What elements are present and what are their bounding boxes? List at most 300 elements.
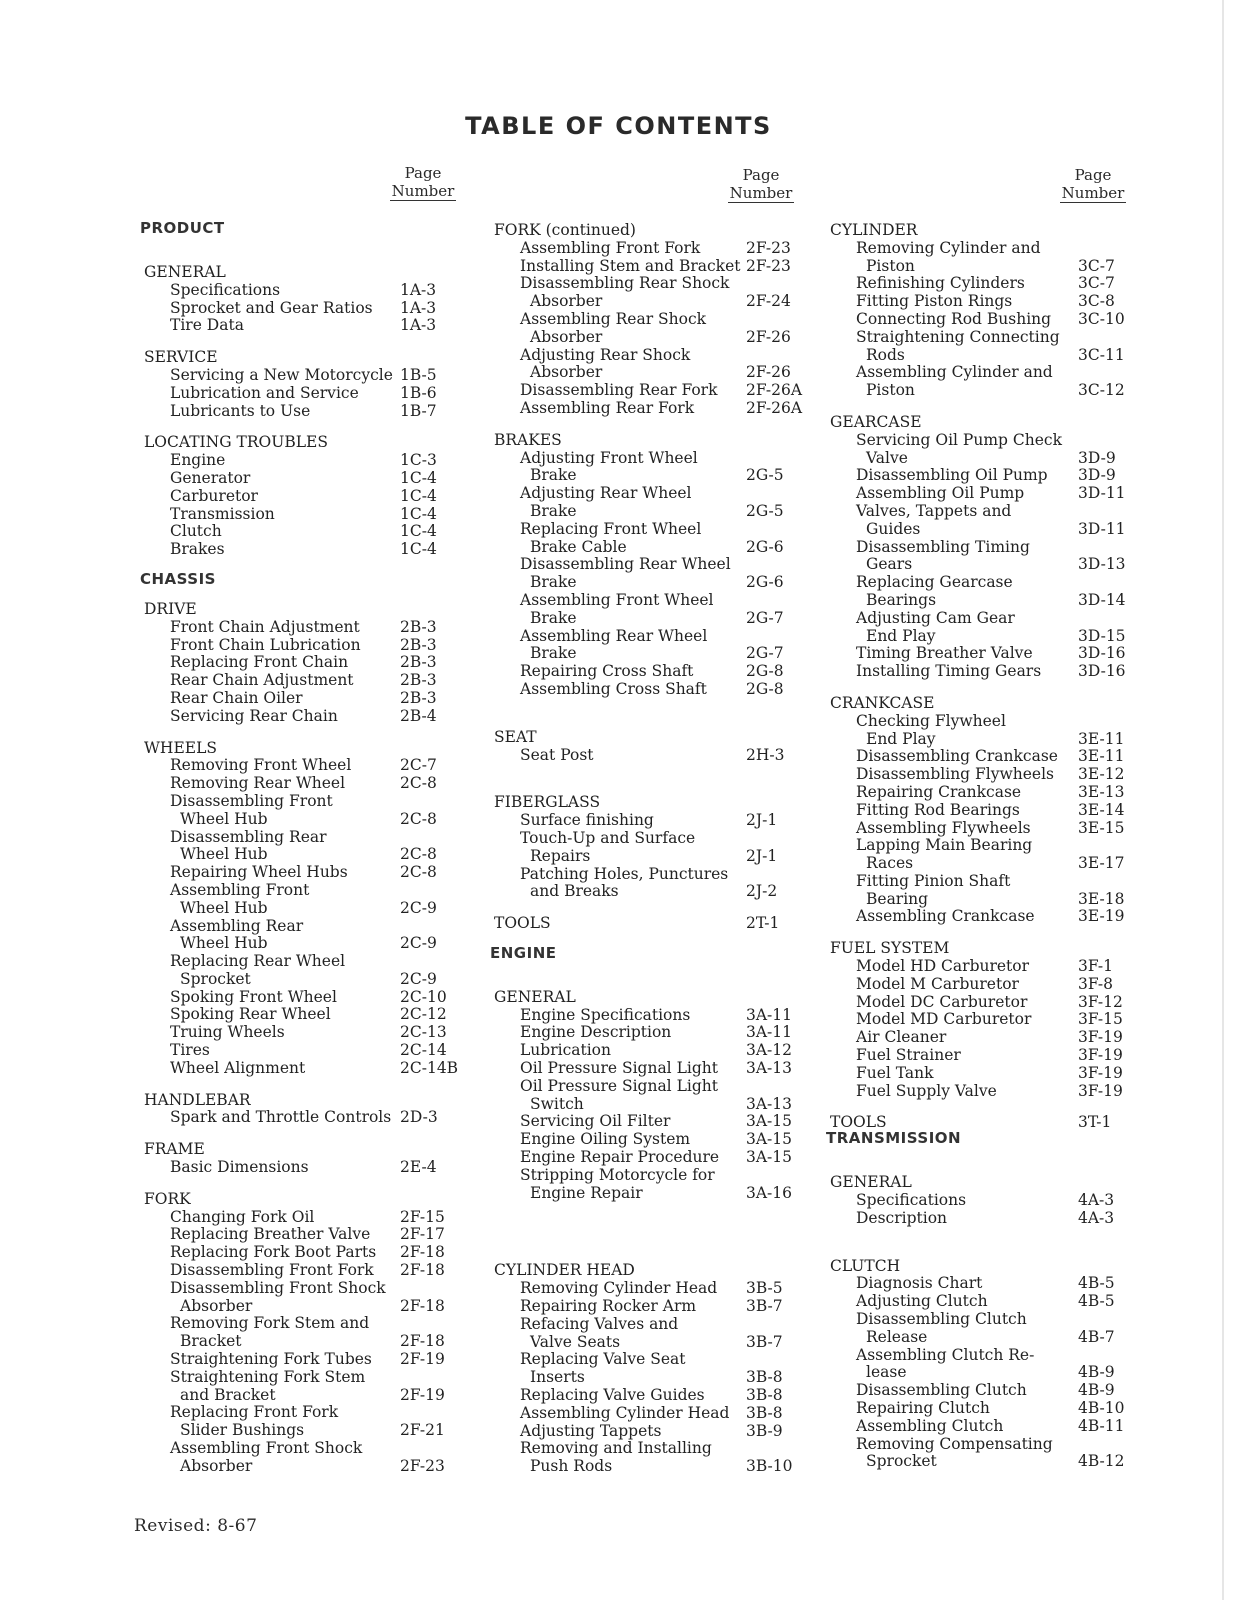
entry-title: Slider Bushings (180, 1421, 305, 1440)
entry-title: GENERAL (144, 263, 226, 281)
entry-title: Adjusting Clutch (856, 1292, 988, 1311)
entry-title: Absorber (530, 292, 603, 311)
entry-title: Seat Post (520, 745, 594, 764)
entry-page-number: 3A-13 (746, 1094, 793, 1113)
entry-title: Brake (530, 573, 577, 592)
entry-page-number: 2G-8 (746, 679, 784, 698)
entry-title: Assembling Oil Pump (856, 484, 1025, 503)
entry-title: TRANSMISSION (826, 1129, 962, 1148)
entry-title: Refacing Valves and (520, 1314, 679, 1333)
entry-title: Lubrication (520, 1041, 611, 1060)
entry-page-number: 3B-5 (746, 1279, 783, 1298)
entry-title: Disassembling Timing (856, 537, 1030, 556)
entry-page-number: 3C-7 (1078, 256, 1115, 275)
scan-edge-line (1222, 0, 1224, 1600)
entry-page-number: 2G-5 (746, 466, 784, 485)
entry-page-number: 2F-24 (746, 292, 791, 311)
entry-title: Engine Oiling System (520, 1130, 691, 1149)
entry-title: Removing Compensating (856, 1434, 1053, 1453)
entry-page-number: 3T-1 (1078, 1113, 1112, 1132)
entry-title: Clutch (170, 522, 222, 541)
entry-title: Straightening Fork Stem (170, 1367, 366, 1386)
entry-title: Model MD Carburetor (856, 1010, 1032, 1029)
entry-page-number: 2G-6 (746, 537, 784, 556)
entry-title: Fuel Tank (856, 1063, 934, 1082)
entry-page-number: 3F-1 (1078, 957, 1114, 976)
entry-page-number: 1A-3 (400, 280, 437, 299)
entry-page-number: 3E-18 (1078, 889, 1125, 908)
entry-page-number: 2F-18 (400, 1261, 445, 1280)
entry-title: Fitting Piston Rings (856, 292, 1013, 311)
entry-title: Air Cleaner (856, 1028, 947, 1047)
entry-title: Push Rods (530, 1457, 613, 1476)
entry-title: End Play (866, 626, 936, 645)
entry-page-number: 1C-4 (400, 468, 437, 487)
entry-title: GENERAL (494, 987, 576, 1006)
entry-title: Repairing Wheel Hubs (170, 863, 348, 882)
entry-title: Transmission (170, 504, 275, 523)
entry-title: Removing Front Wheel (170, 756, 352, 775)
entry-page-number: 4A-3 (1078, 1191, 1115, 1210)
entry-page-number: 2B-3 (400, 688, 437, 707)
entry-title: Adjusting Cam Gear (856, 608, 1015, 627)
entry-title: Disassembling Front Shock (170, 1278, 386, 1297)
entry-title: Disassembling Rear (170, 827, 327, 846)
entry-title: Servicing Rear Chain (170, 706, 338, 725)
entry-page-number: 3E-17 (1078, 854, 1125, 873)
page-title: TABLE OF CONTENTS (465, 112, 772, 140)
entry-page-number: 2B-4 (400, 706, 437, 725)
entry-title: Replacing Front Chain (170, 653, 349, 672)
entry-title: Disassembling Oil Pump (856, 466, 1048, 485)
entry-title: Disassembling Rear Shock (520, 274, 730, 293)
entry-page-number: 3E-11 (1078, 729, 1125, 748)
entry-title: Replacing Gearcase (856, 573, 1013, 592)
entry-page-number: 2C-7 (400, 756, 437, 775)
entry-title: Wheel Hub (180, 934, 268, 953)
entry-title: Valve (866, 448, 908, 467)
entry-title: Adjusting Tappets (520, 1421, 662, 1440)
entry-title: Tire Data (170, 316, 244, 335)
entry-title: Servicing Oil Filter (520, 1112, 671, 1131)
entry-title: Spark and Throttle Controls (170, 1108, 392, 1127)
entry-title: Repairing Cross Shaft (520, 662, 694, 681)
entry-page-number: 3A-15 (746, 1112, 793, 1131)
entry-title: CYLINDER HEAD (494, 1261, 635, 1280)
entry-title: CHASSIS (140, 569, 216, 588)
entry-title: Valve Seats (530, 1332, 621, 1351)
entry-title: Repairing Rocker Arm (520, 1297, 697, 1316)
entry-title: Disassembling Flywheels (856, 765, 1055, 784)
entry-title: Replacing Fork Boot Parts (170, 1243, 377, 1262)
entry-title: PRODUCT (140, 219, 225, 237)
entry-title: Assembling Flywheels (856, 818, 1031, 837)
entry-page-number: 2C-8 (400, 863, 437, 882)
entry-page-number: 4B-9 (1078, 1363, 1115, 1382)
entry-page-number: 2T-1 (746, 914, 780, 933)
entry-title: End Play (866, 729, 936, 748)
entry-title: Replacing Breather Valve (170, 1225, 371, 1244)
entry-page-number: 2H-3 (746, 745, 785, 764)
entry-title: Carburetor (170, 486, 258, 505)
entry-page-number: 3F-19 (1078, 1046, 1123, 1065)
entry-title: HANDLEBAR (144, 1090, 251, 1109)
entry-title: Lapping Main Bearing (856, 836, 1033, 855)
entry-page-number: 3C-8 (1078, 292, 1115, 311)
entry-title: Disassembling Crankcase (856, 747, 1058, 766)
entry-title: Repairs (530, 846, 591, 865)
entry-page-number: 3D-11 (1078, 519, 1126, 538)
entry-title: Assembling Rear (170, 916, 304, 935)
entry-page-number: 2J-1 (746, 811, 778, 830)
entry-page-number: 2F-19 (400, 1385, 445, 1404)
entry-page-number: 2B-3 (400, 635, 437, 654)
entry-page-number: 2G-6 (746, 573, 784, 592)
entry-page-number: 2C-8 (400, 845, 437, 864)
entry-title: Removing and Installing (520, 1439, 712, 1458)
entry-title: Brake (530, 608, 577, 627)
entry-title: Wheel Hub (180, 845, 268, 864)
entry-title: Removing Cylinder Head (520, 1279, 718, 1298)
entry-title: Valves, Tappets and (856, 501, 1012, 520)
entry-title: Assembling Front Fork (520, 238, 701, 257)
entry-title: Sprocket and Gear Ratios (170, 298, 373, 317)
entry-page-number: 2G-7 (746, 644, 784, 663)
entry-title: Connecting Rod Bushing (856, 309, 1052, 328)
entry-page-number: 3B-9 (746, 1421, 783, 1440)
entry-title: Rear Chain Oiler (170, 688, 303, 707)
entry-title: Replacing Valve Seat (520, 1350, 686, 1369)
entry-title: Release (866, 1327, 928, 1346)
entry-page-number: 1C-4 (400, 522, 437, 541)
entry-page-number: 3F-19 (1078, 1063, 1123, 1082)
entry-title: Patching Holes, Punctures (520, 864, 729, 883)
entry-page-number: 2F-26 (746, 363, 791, 382)
entry-title: Front Chain Adjustment (170, 617, 360, 636)
entry-title: Disassembling Front Fork (170, 1261, 374, 1280)
revision-footer: Revised: 8-67 (134, 1516, 258, 1536)
entry-page-number: 2C-8 (400, 809, 437, 828)
entry-page-number: 2C-9 (400, 898, 437, 917)
entry-title: SEAT (494, 727, 537, 746)
entry-title: Adjusting Rear Wheel (520, 484, 692, 503)
entry-page-number: 2C-13 (400, 1023, 447, 1042)
entry-title: CRANKCASE (830, 693, 935, 712)
entry-title: Assembling Crankcase (856, 907, 1035, 926)
entry-page-number: 2C-9 (400, 969, 437, 988)
entry-page-number: 4B-7 (1078, 1327, 1115, 1346)
entry-title: and Bracket (180, 1385, 276, 1404)
entry-page-number: 4B-11 (1078, 1416, 1125, 1435)
entry-page-number: 3D-16 (1078, 662, 1126, 681)
entry-page-number: 2F-21 (400, 1421, 445, 1440)
entry-title: Assembling Rear Wheel (520, 626, 708, 645)
entry-title: Guides (866, 519, 921, 538)
entry-title: Brake (530, 466, 577, 485)
entry-page-number: 2G-8 (746, 662, 784, 681)
entry-title: Installing Stem and Bracket (520, 256, 741, 275)
entry-page-number: 2C-14B (400, 1058, 459, 1077)
entry-page-number: 3C-12 (1078, 381, 1125, 400)
entry-page-number: 3D-14 (1078, 590, 1126, 609)
entry-title: Stripping Motorcycle for (520, 1165, 715, 1184)
entry-title: Assembling Cylinder Head (520, 1403, 730, 1422)
entry-page-number: 3A-15 (746, 1148, 793, 1167)
entry-title: Assembling Clutch Re- (856, 1345, 1035, 1364)
entry-page-number: 3A-13 (746, 1059, 793, 1078)
entry-title: Fuel Strainer (856, 1046, 961, 1065)
entry-title: Removing Fork Stem and (170, 1314, 370, 1333)
entry-title: CYLINDER (830, 221, 918, 239)
entry-title: GEARCASE (830, 412, 922, 431)
page-number-header-col1 (390, 164, 456, 201)
entry-page-number: 3B-8 (746, 1368, 783, 1387)
entry-page-number: 4B-5 (1078, 1292, 1115, 1311)
entry-page-number: 3A-11 (746, 1023, 793, 1042)
entry-page-number: 3B-8 (746, 1386, 783, 1405)
entry-title: Servicing Oil Pump Check (856, 430, 1062, 449)
header-line1: Page (404, 164, 442, 182)
entry-title: Absorber (180, 1456, 253, 1475)
entry-page-number: 3D-11 (1078, 484, 1126, 503)
entry-page-number: 2C-10 (400, 987, 447, 1006)
entry-page-number: 3C-11 (1078, 345, 1125, 364)
entry-title: Sprocket (866, 1452, 937, 1471)
entry-title: Model M Carburetor (856, 974, 1019, 993)
entry-page-number: 2F-18 (400, 1332, 445, 1351)
entry-page-number: 1A-3 (400, 298, 437, 317)
entry-page-number: 2F-15 (400, 1207, 445, 1226)
entry-title: Front Chain Lubrication (170, 635, 361, 654)
entry-title: Diagnosis Chart (856, 1274, 983, 1293)
entry-title: Engine Repair Procedure (520, 1148, 720, 1167)
entry-title: BRAKES (494, 430, 562, 449)
entry-title: Replacing Valve Guides (520, 1386, 705, 1405)
entry-title: Replacing Front Fork (170, 1403, 339, 1422)
entry-page-number: 3A-16 (746, 1183, 793, 1202)
entry-title: Absorber (530, 363, 603, 382)
entry-page-number: 3B-7 (746, 1332, 783, 1351)
entry-page-number: 2C-9 (400, 934, 437, 953)
entry-title: Specifications (170, 280, 281, 299)
entry-page-number: 2F-18 (400, 1296, 445, 1315)
entry-page-number: 3B-7 (746, 1297, 783, 1316)
header-line1: Page (742, 166, 780, 184)
entry-page-number: 2F-17 (400, 1225, 445, 1244)
entry-page-number: 1C-3 (400, 451, 437, 470)
entry-page-number: 3E-11 (1078, 747, 1125, 766)
entry-title: Spoking Front Wheel (170, 987, 337, 1006)
entry-page-number: 3E-12 (1078, 765, 1125, 784)
entry-page-number: 2C-8 (400, 774, 437, 793)
entry-page-number: 2F-26 (746, 327, 791, 346)
entry-page-number: 2F-18 (400, 1243, 445, 1262)
entry-page-number: 4B-9 (1078, 1381, 1115, 1400)
entry-title: Assembling Rear Fork (520, 398, 695, 417)
entry-title: Disassembling Clutch (856, 1310, 1027, 1329)
entry-title: Basic Dimensions (170, 1158, 309, 1177)
entry-page-number: 3F-12 (1078, 992, 1123, 1011)
entry-page-number: 2B-3 (400, 653, 437, 672)
entry-title: Oil Pressure Signal Light (520, 1059, 718, 1078)
entry-title: TOOLS (494, 914, 551, 933)
entry-page-number: 4B-5 (1078, 1274, 1115, 1293)
entry-title: Straightening Fork Tubes (170, 1350, 372, 1369)
entry-title: Description (856, 1208, 948, 1227)
entry-page-number: 3A-15 (746, 1130, 793, 1149)
entry-page-number: 4B-10 (1078, 1399, 1125, 1418)
entry-title: Brakes (170, 540, 225, 559)
entry-title: Assembling Front Shock (170, 1439, 363, 1458)
entry-title: Removing Rear Wheel (170, 774, 346, 793)
entry-title: Absorber (180, 1296, 253, 1315)
entry-title: CLUTCH (830, 1256, 901, 1275)
entry-title: and Breaks (530, 882, 619, 901)
entry-page-number: 3E-13 (1078, 782, 1125, 801)
entry-title: FORK (144, 1189, 191, 1208)
entry-title: WHEELS (144, 738, 217, 757)
entry-title: Engine (170, 451, 226, 470)
entry-title: Adjusting Rear Shock (520, 345, 691, 364)
entry-title: Model DC Carburetor (856, 992, 1028, 1011)
entry-title: Removing Cylinder and (856, 238, 1041, 257)
entry-page-number: 2J-1 (746, 846, 778, 865)
entry-title: Assembling Cross Shaft (520, 679, 707, 698)
entry-title: FRAME (144, 1140, 205, 1159)
entry-title: Engine Specifications (520, 1005, 691, 1024)
entry-title: Rods (866, 345, 905, 364)
entry-title: Replacing Rear Wheel (170, 952, 346, 971)
entry-title: Wheel Hub (180, 898, 268, 917)
entry-title: Specifications (856, 1191, 967, 1210)
entry-title: Touch-Up and Surface (520, 828, 696, 847)
entry-title: Brake Cable (530, 537, 627, 556)
entry-title: Brake (530, 501, 577, 520)
entry-page-number: 3C-10 (1078, 309, 1125, 328)
entry-title: Rear Chain Adjustment (170, 671, 354, 690)
entry-title: Disassembling Rear Wheel (520, 555, 731, 574)
entry-title: Refinishing Cylinders (856, 274, 1025, 293)
entry-title: lease (866, 1363, 907, 1382)
entry-title: Repairing Clutch (856, 1399, 990, 1418)
entry-title: Wheel Hub (180, 809, 268, 828)
entry-title: Engine Description (520, 1023, 672, 1042)
entry-page-number: 2F-23 (746, 256, 791, 275)
entry-page-number: 2B-3 (400, 671, 437, 690)
entry-page-number: 3E-19 (1078, 907, 1125, 926)
entry-title: Piston (866, 381, 915, 400)
entry-title: TOOLS (830, 1113, 887, 1132)
entry-title: Disassembling Rear Fork (520, 381, 718, 400)
entry-title: Disassembling Front (170, 791, 333, 810)
entry-title: Engine Repair (530, 1183, 643, 1202)
entry-title: Switch (530, 1094, 584, 1113)
entry-title: Lubrication and Service (170, 383, 359, 402)
entry-title: Generator (170, 468, 251, 487)
entry-title: DRIVE (144, 599, 197, 618)
entry-title: Piston (866, 256, 915, 275)
entry-title: Truing Wheels (170, 1023, 285, 1042)
entry-title: Bearings (866, 590, 937, 609)
entry-page-number: 3A-12 (746, 1041, 793, 1060)
entry-title: GENERAL (830, 1173, 912, 1192)
entry-title: Servicing a New Motorcycle (170, 365, 393, 384)
entry-page-number: 2G-5 (746, 501, 784, 520)
entry-title: Assembling Rear Shock (520, 309, 707, 328)
entry-title: Bearing (866, 889, 929, 908)
entry-page-number: 1C-4 (400, 486, 437, 505)
entry-page-number: 3D-16 (1078, 644, 1126, 663)
entry-title: Brake (530, 644, 577, 663)
entry-page-number: 3B-10 (746, 1457, 793, 1476)
entry-title: Surface finishing (520, 811, 654, 830)
entry-title: Installing Timing Gears (856, 662, 1042, 681)
entry-title: Fuel Supply Valve (856, 1081, 997, 1100)
entry-page-number: 1B-7 (400, 401, 437, 420)
entry-title: Assembling Clutch (856, 1416, 1004, 1435)
entry-title: Changing Fork Oil (170, 1207, 315, 1226)
entry-title: Checking Flywheel (856, 711, 1006, 730)
entry-title: Straightening Connecting (856, 327, 1060, 346)
entry-page-number: 2G-7 (746, 608, 784, 627)
entry-page-number: 4A-3 (1078, 1208, 1115, 1227)
header-line2: Number (1061, 184, 1125, 202)
entry-page-number: 3F-19 (1078, 1081, 1123, 1100)
entry-title: Inserts (530, 1368, 585, 1387)
entry-title: FUEL SYSTEM (830, 939, 950, 958)
entry-title: Sprocket (180, 969, 251, 988)
entry-title: Adjusting Front Wheel (520, 448, 698, 467)
entry-title: Assembling Cylinder and (856, 363, 1053, 382)
entry-title: ENGINE (490, 943, 557, 962)
entry-page-number: 2J-2 (746, 882, 778, 901)
entry-page-number: 2D-3 (400, 1108, 438, 1127)
entry-page-number: 3F-15 (1078, 1010, 1123, 1029)
entry-page-number: 2C-12 (400, 1005, 447, 1024)
entry-page-number: 3B-8 (746, 1403, 783, 1422)
entry-title: LOCATING TROUBLES (144, 433, 328, 452)
entry-page-number: 4B-12 (1078, 1452, 1125, 1471)
entry-title: Gears (866, 555, 913, 574)
entry-title: Assembling Front (170, 880, 310, 899)
entry-page-number: 2F-23 (400, 1456, 445, 1475)
entry-title: Tires (170, 1041, 210, 1060)
entry-page-number: 1A-3 (400, 316, 437, 335)
entry-page-number: 1C-4 (400, 504, 437, 523)
entry-page-number: 1B-5 (400, 365, 437, 384)
page-number-header-col2 (728, 166, 794, 203)
entry-page-number: 3D-15 (1078, 626, 1126, 645)
entry-page-number: 2F-23 (746, 238, 791, 257)
header-line1: Page (1074, 166, 1112, 184)
entry-title: FORK (continued) (494, 221, 636, 239)
entry-title: Fitting Rod Bearings (856, 800, 1020, 819)
entry-title: Timing Breather Valve (856, 644, 1033, 663)
entry-title: Assembling Front Wheel (520, 590, 714, 609)
entry-title: Replacing Front Wheel (520, 519, 702, 538)
entry-title: FIBERGLASS (494, 793, 601, 812)
entry-page-number: 3F-8 (1078, 974, 1114, 993)
entry-title: Races (866, 854, 914, 873)
entry-title: Disassembling Clutch (856, 1381, 1027, 1400)
entry-title: Absorber (530, 327, 603, 346)
entry-title: Wheel Alignment (170, 1058, 306, 1077)
entry-page-number: 2C-14 (400, 1041, 447, 1060)
entry-page-number: 3E-15 (1078, 818, 1125, 837)
entry-page-number: 1B-6 (400, 383, 437, 402)
header-line2: Number (729, 184, 793, 202)
entry-title: Lubricants to Use (170, 401, 311, 420)
